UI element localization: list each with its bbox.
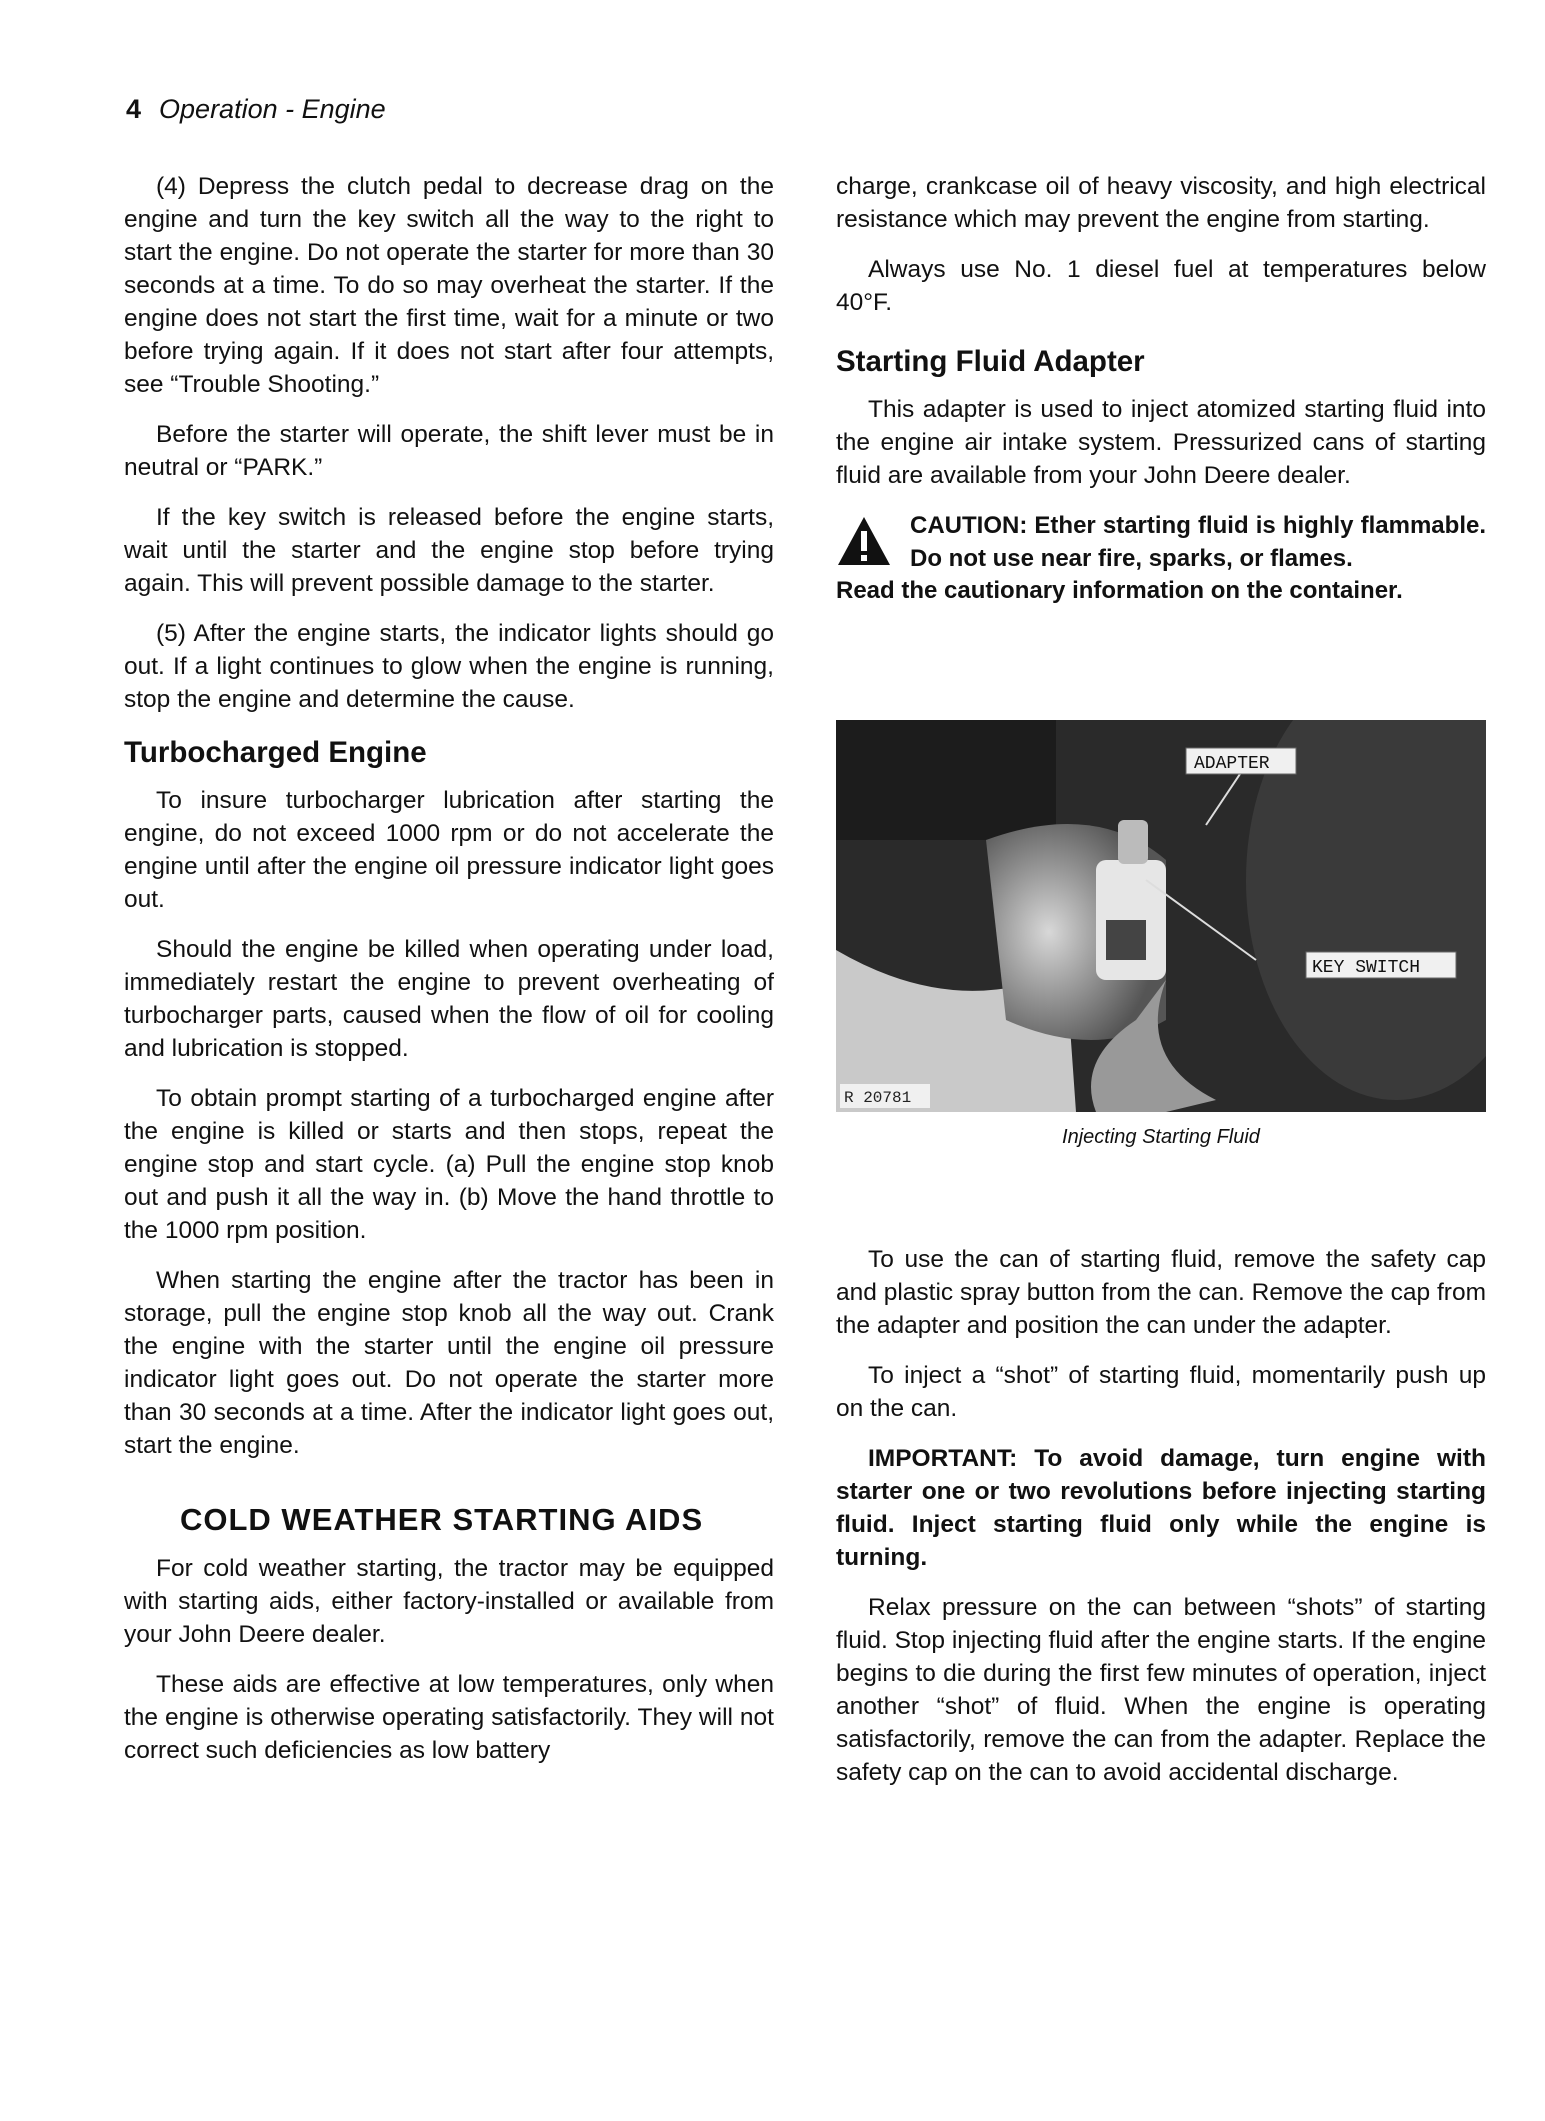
key-switch-callout-label: KEY SWITCH bbox=[1312, 958, 1421, 978]
right-column-lower bbox=[836, 1243, 1486, 1806]
page-header bbox=[126, 94, 386, 125]
paragraph: To use the can of starting fluid, remove the safety cap and plastic spray button from the can. Remove the cap from the adapter and position the can under the adapter. bbox=[836, 1246, 1486, 1339]
page-section-title: Operation - Engine bbox=[159, 94, 386, 124]
paragraph: Should the engine be killed when operating under load, immediately restart the engine to prevent overheating of turbocharger parts, caused when the flow of oil for cooling and lubrication is stopped. bbox=[124, 936, 774, 1062]
paragraph: charge, crankcase oil of heavy viscosity, and high electrical resistance which may prevent the engine from starting. bbox=[836, 173, 1486, 233]
section-heading-turbocharged: Turbocharged Engine bbox=[124, 736, 427, 769]
paragraph: (4) Depress the clutch pedal to decrease drag on the engine and turn the key switch all the way to the right to start the engine. Do not operate the starter for more than 30 seconds at a time. To do so may overheat the starter. If the engine does not start the first time, wait for a minute or two before trying again. If it does not start after four attempts, see “Trouble Shooting.” bbox=[124, 173, 774, 398]
paragraph: (5) After the engine starts, the indicator lights should go out. If a light continues to glow when the engine is running, stop the engine and determine the cause. bbox=[124, 620, 774, 713]
left-column bbox=[124, 170, 774, 1784]
paragraph: To insure turbocharger lubrication after starting the engine, do not exceed 1000 rpm or do not accelerate the engine until after the engine oil pressure indicator light goes out. bbox=[124, 787, 774, 913]
caution-block bbox=[836, 509, 1486, 576]
starting-fluid-photo bbox=[836, 720, 1486, 1112]
paragraph: Relax pressure on the can between “shots” of starting fluid. Stop injecting fluid after the engine starts. If the engine begins to die during the first few minutes of operation, inject another “shot” of fluid. When the engine is operating satisfactorily, remove the can from the adapter. Replace the safety cap on the can to avoid accidental discharge. bbox=[836, 1594, 1486, 1786]
paragraph: To obtain prompt starting of a turbocharged engine after the engine is killed or starts and then stops, repeat the engine stop and start cycle. (a) Pull the engine stop knob out and push it all the way in. (b) Move the hand throttle to the 1000 rpm position. bbox=[124, 1085, 774, 1244]
section-heading-cold-weather: COLD WEATHER STARTING AIDS bbox=[180, 1502, 704, 1537]
paragraph: For cold weather starting, the tractor may be equipped with starting aids, either factory-installed or available from your John Deere dealer. bbox=[124, 1555, 774, 1648]
important-notice: IMPORTANT: To avoid damage, turn engine with starter one or two revolutions before injecting starting fluid. Inject starting fluid only while the engine is turning. bbox=[836, 1445, 1486, 1571]
caution-text: CAUTION: Ether starting fluid is highly flammable. Do not use near fire, sparks, or flames. bbox=[910, 512, 1486, 572]
warning-triangle-icon bbox=[836, 509, 896, 576]
photo-caption: Injecting Starting Fluid bbox=[1062, 1126, 1260, 1148]
paragraph: Before the starter will operate, the shift lever must be in neutral or “PARK.” bbox=[124, 421, 774, 481]
page-number: 4 bbox=[126, 94, 142, 124]
paragraph: When starting the engine after the tractor has been in storage, pull the engine stop knob all the way out. Crank the engine with the starter until the engine oil pressure indicator light goes out. Do not operate the starter more than 30 seconds at a time. After the indicator light goes out, start the engine. bbox=[124, 1267, 774, 1459]
section-heading-starting-fluid-adapter: Starting Fluid Adapter bbox=[836, 345, 1145, 378]
adapter-callout-label: ADAPTER bbox=[1194, 754, 1270, 774]
paragraph: These aids are effective at low temperatures, only when the engine is otherwise operating satisfactorily. They will not correct such deficiencies as low battery bbox=[124, 1671, 774, 1764]
right-column bbox=[836, 170, 1486, 607]
paragraph: To inject a “shot” of starting fluid, momentarily push up on the can. bbox=[836, 1362, 1486, 1422]
paragraph: Always use No. 1 diesel fuel at temperatures below 40°F. bbox=[836, 256, 1486, 316]
paragraph: If the key switch is released before the engine starts, wait until the starter and the engine stop before trying again. This will prevent possible damage to the starter. bbox=[124, 504, 774, 597]
photo-reference-number: R 20781 bbox=[844, 1089, 912, 1107]
paragraph: This adapter is used to inject atomized starting fluid into the engine air intake system. Pressurized cans of starting fluid are available from your John Deere dealer. bbox=[836, 396, 1486, 489]
caution-tail-text: Read the cautionary information on the container. bbox=[836, 577, 1403, 604]
